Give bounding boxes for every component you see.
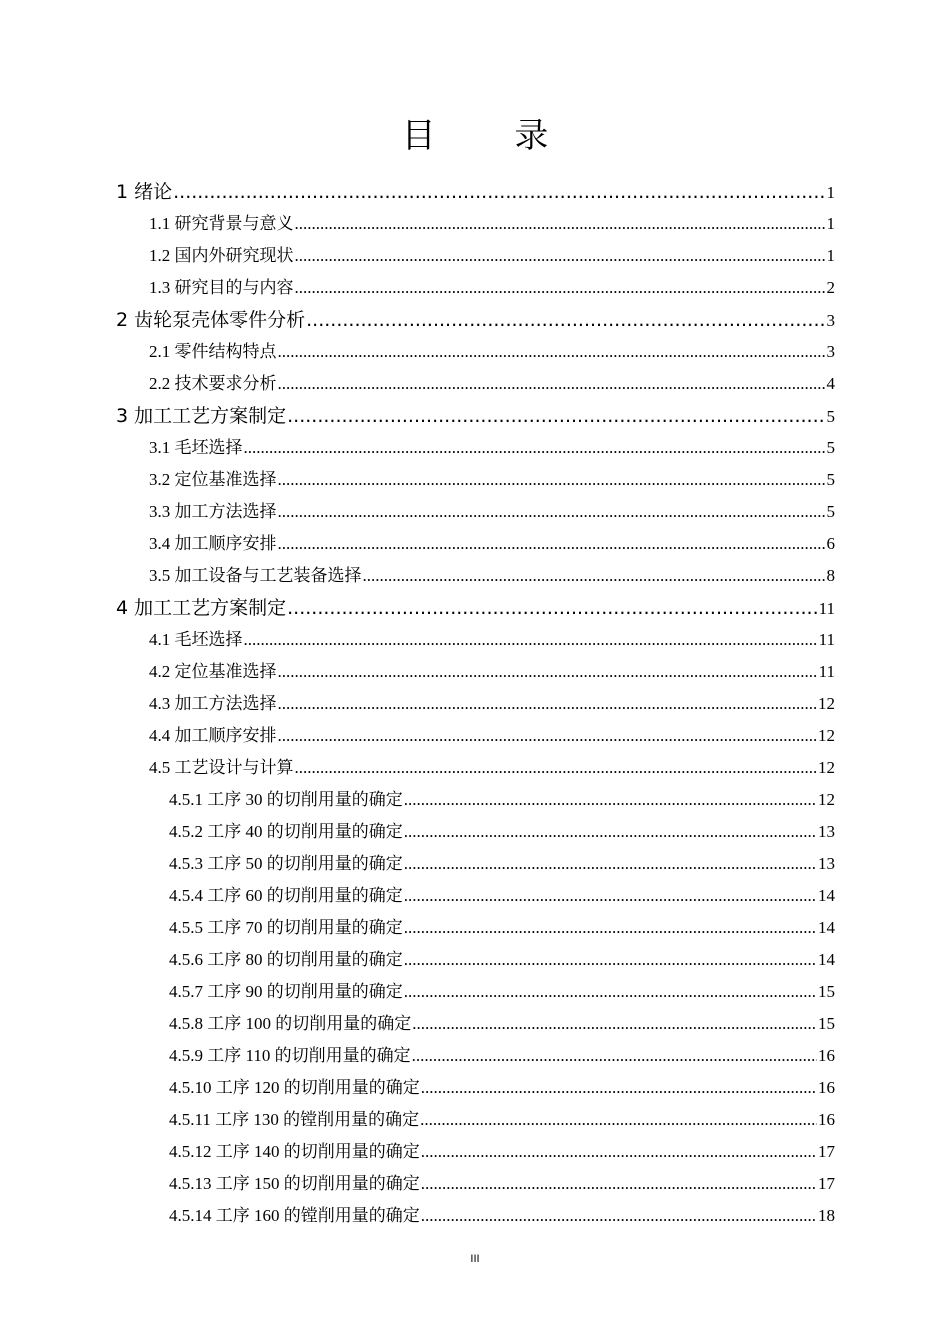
- toc-subsection-4-5-2[interactable]: [169, 816, 835, 848]
- toc-subsection-4-5-1[interactable]: [169, 784, 835, 816]
- toc-page-number: 18: [818, 1206, 835, 1225]
- toc-section-3-3[interactable]: [149, 496, 835, 528]
- dot-leader: [295, 752, 818, 784]
- toc-page-number: 12: [818, 694, 835, 713]
- dot-leader: [173, 176, 825, 208]
- toc-entry-label: 4.5.7 工序 90 的切削用量的确定: [169, 982, 403, 1001]
- toc-page-number: 3: [826, 342, 835, 361]
- toc-section-4-2[interactable]: [149, 656, 835, 688]
- dot-leader: [278, 464, 826, 496]
- toc-section-1-3[interactable]: [149, 272, 835, 304]
- toc-entry-label: 3.2 定位基准选择: [149, 470, 277, 489]
- toc-subsection-4-5-3[interactable]: [169, 848, 835, 880]
- toc-page-number: 13: [818, 822, 835, 841]
- toc-entry-label: 4.5.9 工序 110 的切削用量的确定: [169, 1046, 411, 1065]
- toc-section-4-3[interactable]: [149, 688, 835, 720]
- toc-entry-label: 4.5.13 工序 150 的切削用量的确定: [169, 1174, 420, 1193]
- toc-page-number: 3: [826, 311, 835, 330]
- toc-section-4-5[interactable]: [149, 752, 835, 784]
- dot-leader: [404, 912, 817, 944]
- toc-entry-label: 4.5.4 工序 60 的切削用量的确定: [169, 886, 403, 905]
- toc-page-number: 12: [818, 790, 835, 809]
- toc-page-number: 14: [818, 918, 835, 937]
- toc-section-3-4[interactable]: [149, 528, 835, 560]
- page-number-footer: III: [470, 1253, 480, 1265]
- toc-page-number: 8: [826, 566, 835, 585]
- dot-leader: [420, 1104, 817, 1136]
- dot-leader: [287, 592, 817, 624]
- toc-entry-label: 4.5.10 工序 120 的切削用量的确定: [169, 1078, 420, 1097]
- dot-leader: [244, 432, 826, 464]
- dot-leader: [404, 784, 817, 816]
- page-title: 目 录: [401, 116, 583, 156]
- toc-page-number: 5: [826, 438, 835, 457]
- dot-leader: [278, 688, 818, 720]
- dot-leader: [278, 336, 826, 368]
- toc-page-number: 17: [818, 1174, 835, 1193]
- toc-subsection-4-5-13[interactable]: [169, 1168, 835, 1200]
- dot-leader: [421, 1168, 817, 1200]
- toc-entry-label: 4.5.5 工序 70 的切削用量的确定: [169, 918, 403, 937]
- toc-entry-label: 3.1 毛坯选择: [149, 438, 243, 457]
- dot-leader: [363, 560, 826, 592]
- dot-leader: [278, 496, 826, 528]
- toc-subsection-4-5-6[interactable]: [169, 944, 835, 976]
- dot-leader: [295, 272, 826, 304]
- dot-leader: [287, 400, 825, 432]
- toc-entry-label: 4 加工工艺方案制定: [116, 597, 287, 619]
- toc-page-number: 16: [818, 1046, 835, 1065]
- dot-leader: [421, 1200, 817, 1232]
- toc-entry-label: 4.5.12 工序 140 的切削用量的确定: [169, 1142, 420, 1161]
- toc-entry-label: 4.5.1 工序 30 的切削用量的确定: [169, 790, 403, 809]
- toc-section-4-4[interactable]: [149, 720, 835, 752]
- toc-entry-label: 4.3 加工方法选择: [149, 694, 277, 713]
- toc-entry-label: 2.2 技术要求分析: [149, 374, 277, 393]
- toc-page-number: 1: [826, 214, 835, 233]
- dot-leader: [421, 1072, 817, 1104]
- toc-entry-label: 3 加工工艺方案制定: [116, 405, 287, 427]
- dot-leader: [278, 720, 818, 752]
- toc-page-number: 5: [826, 407, 835, 426]
- toc-subsection-4-5-11[interactable]: [169, 1104, 835, 1136]
- toc-subsection-4-5-10[interactable]: [169, 1072, 835, 1104]
- toc-page-number: 1: [826, 183, 835, 202]
- toc-section-2-2[interactable]: [149, 368, 835, 400]
- toc-chapter-1[interactable]: [116, 176, 835, 208]
- toc-page-number: 16: [818, 1078, 835, 1097]
- toc-page-number: 12: [818, 726, 835, 745]
- toc-entry-label: 4.5.8 工序 100 的切削用量的确定: [169, 1014, 412, 1033]
- toc-subsection-4-5-4[interactable]: [169, 880, 835, 912]
- toc-subsection-4-5-7[interactable]: [169, 976, 835, 1008]
- dot-leader: [404, 880, 817, 912]
- toc-subsection-4-5-12[interactable]: [169, 1136, 835, 1168]
- dot-leader: [278, 528, 826, 560]
- toc-page-number: 5: [826, 470, 835, 489]
- toc-entry-label: 1.3 研究目的与内容: [149, 278, 294, 297]
- toc-page-number: 11: [818, 662, 835, 681]
- dot-leader: [412, 1040, 817, 1072]
- toc-entry-label: 4.5.3 工序 50 的切削用量的确定: [169, 854, 403, 873]
- toc-page-number: 12: [818, 758, 835, 777]
- toc-page-number: 14: [818, 886, 835, 905]
- toc-entry-label: 1 绪论: [116, 181, 173, 203]
- toc-section-2-1[interactable]: [149, 336, 835, 368]
- toc-subsection-4-5-14[interactable]: [169, 1200, 835, 1232]
- toc-section-3-2[interactable]: [149, 464, 835, 496]
- dot-leader: [404, 976, 817, 1008]
- dot-leader: [404, 848, 817, 880]
- toc-subsection-4-5-5[interactable]: [169, 912, 835, 944]
- toc-section-4-1[interactable]: [149, 624, 835, 656]
- toc-page-number: 13: [818, 854, 835, 873]
- toc-page-number: 15: [818, 1014, 835, 1033]
- toc-entry-label: 4.5.11 工序 130 的镗削用量的确定: [169, 1110, 420, 1129]
- table-of-contents: [0, 176, 950, 1232]
- toc-entry-label: 3.4 加工顺序安排: [149, 534, 277, 553]
- toc-subsection-4-5-8[interactable]: [169, 1008, 835, 1040]
- toc-entry-label: 2.1 零件结构特点: [149, 342, 277, 361]
- toc-entry-label: 4.2 定位基准选择: [149, 662, 277, 681]
- toc-entry-label: 4.5.6 工序 80 的切削用量的确定: [169, 950, 403, 969]
- toc-page-number: 16: [818, 1110, 835, 1129]
- toc-entry-label: 2 齿轮泵壳体零件分析: [116, 309, 306, 331]
- toc-page-number: 17: [818, 1142, 835, 1161]
- dot-leader: [404, 816, 817, 848]
- toc-section-1-1[interactable]: [149, 208, 835, 240]
- toc-entry-label: 3.5 加工设备与工艺装备选择: [149, 566, 362, 585]
- toc-page-number: 14: [818, 950, 835, 969]
- toc-entry-label: 4.5.14 工序 160 的镗削用量的确定: [169, 1206, 420, 1225]
- toc-entry-label: 4.4 加工顺序安排: [149, 726, 277, 745]
- dot-leader: [244, 624, 818, 656]
- toc-subsection-4-5-9[interactable]: [169, 1040, 835, 1072]
- toc-page-number: 11: [818, 630, 835, 649]
- toc-entry-label: 4.1 毛坯选择: [149, 630, 243, 649]
- toc-page-number: 1: [826, 246, 835, 265]
- dot-leader: [278, 368, 826, 400]
- toc-page-number: 5: [826, 502, 835, 521]
- toc-page-number: 11: [818, 599, 835, 618]
- toc-section-1-2[interactable]: [149, 240, 835, 272]
- dot-leader: [421, 1136, 817, 1168]
- dot-leader: [404, 944, 817, 976]
- toc-entry-label: 1.2 国内外研究现状: [149, 246, 294, 265]
- toc-page-number: 2: [826, 278, 835, 297]
- dot-leader: [278, 656, 818, 688]
- dot-leader: [295, 240, 826, 272]
- toc-chapter-3[interactable]: [116, 400, 835, 432]
- toc-entry-label: 4.5.2 工序 40 的切削用量的确定: [169, 822, 403, 841]
- toc-entry-label: 3.3 加工方法选择: [149, 502, 277, 521]
- dot-leader: [295, 208, 826, 240]
- toc-page-number: 6: [826, 534, 835, 553]
- toc-section-3-1[interactable]: [149, 432, 835, 464]
- dot-leader: [306, 304, 825, 336]
- toc-chapter-4[interactable]: [116, 592, 835, 624]
- toc-entry-label: 4.5 工艺设计与计算: [149, 758, 294, 777]
- dot-leader: [412, 1008, 817, 1040]
- toc-chapter-2[interactable]: [116, 304, 835, 336]
- toc-entry-label: 1.1 研究背景与意义: [149, 214, 294, 233]
- toc-page-number: 15: [818, 982, 835, 1001]
- toc-page-number: 4: [826, 374, 835, 393]
- toc-section-3-5[interactable]: [149, 560, 835, 592]
